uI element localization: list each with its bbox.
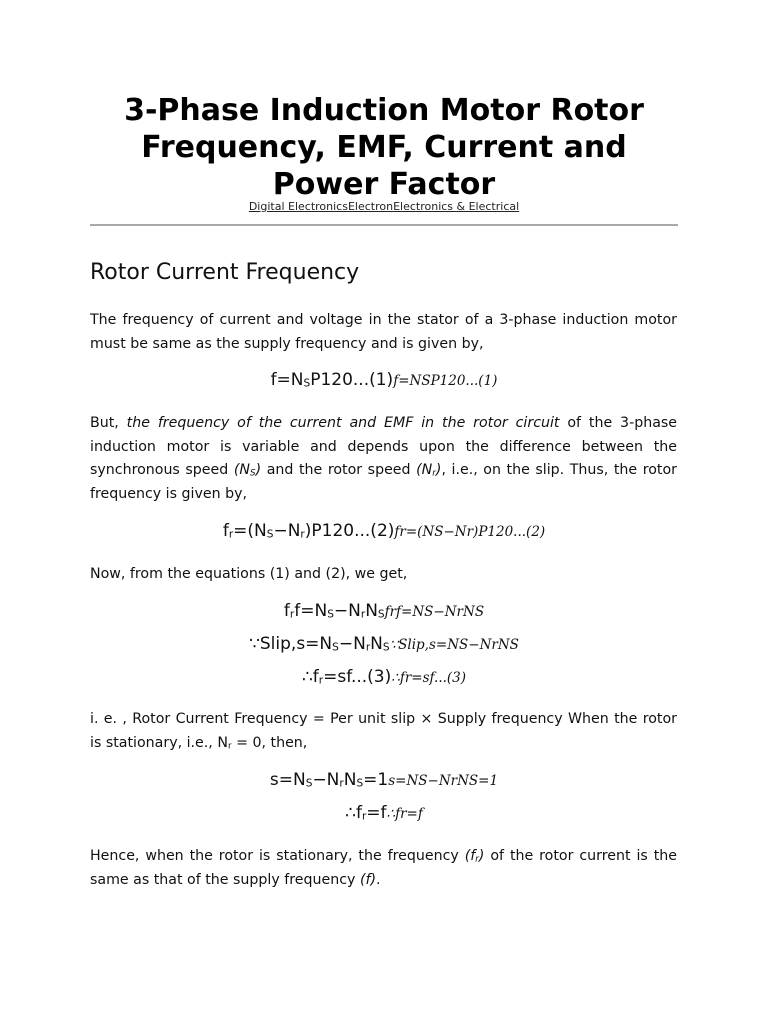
paragraph-intro: The frequency of current and voltage in the stator of a 3-phase induction motor must be same as the supply frequency and is given by, [90,312,677,352]
paragraph-slip-definition: i. e. , Rotor Current Frequency = Per unit slip × Supply frequency When the rotor is stationary, i.e., $N_r = 0$, then, [90,711,677,751]
equation-2: $f_r=(N_S-N_r)P120...(2)fr=(NS-Nr)P120...(2)$ [222,521,546,541]
paragraph-derivation: Now, from the equations (1) and (2), we get, [90,566,408,582]
equation-1: $f=N_SP120...(1)f=NSP120...(1)$ [270,370,498,390]
category-link-electronics-electrical[interactable]: Electronics & Electrical [393,200,520,213]
category-link-digital-electronics[interactable]: Digital Electronics [248,200,348,213]
equation-4: $\because Slip,s=N_S-N_rN_S\because Slip,s=NS-NrNS$ [249,634,519,654]
paragraph-rotor-frequency: But, the frequency of the current and EMF in the rotor circuit of the 3-phase induction motor is variable and depends upon the difference between the synchronous speed $(N_S)$ and the rotor speed $(N_r)$, i.e., on the slip. Thus, the rotor frequency is given by, [90,415,678,502]
equation-1-alt-text: f=NSP120...(1) [393,373,498,389]
equation-2-alt-text: fr=(NS−Nr)P120...(2) [394,524,546,540]
equation-6-alt-text: s=NS−NrNS=1 [388,773,499,789]
category-links [90,200,678,214]
paragraph-stationary-rotor: Hence, when the rotor is stationary, the frequency $(f_r)$ of the rotor current is the same as that of the supply frequency (f). [90,848,678,888]
equation-3-alt-text: frf=NS−NrNS [384,604,485,620]
page-title: 3-Phase Induction Motor Rotor Frequency, EMF, Current and Power Factor [124,93,644,202]
category-link-electron[interactable]: Electron [347,200,394,213]
equation-5-alt-text: ∴fr=sf...(3) [391,670,467,686]
equation-5: $\therefore f_r=sf...(3)\therefore fr=sf...(3)$ [301,667,467,687]
equation-7-alt-text: ∴fr=f [386,806,423,822]
equation-3: $f_rf=N_S-N_rN_Sfrf=NS-NrNS$ [283,601,485,621]
equation-4-alt-text: ∵Slip,s=NS−NrNS [389,637,519,653]
equation-7: $\therefore f_r=f\therefore fr=f$ [345,803,423,823]
equation-6: $s=N_S-N_rN_S=1s=NS-NrNS=1$ [269,770,499,790]
divider [90,224,678,226]
section-heading: Rotor Current Frequency [90,260,360,285]
